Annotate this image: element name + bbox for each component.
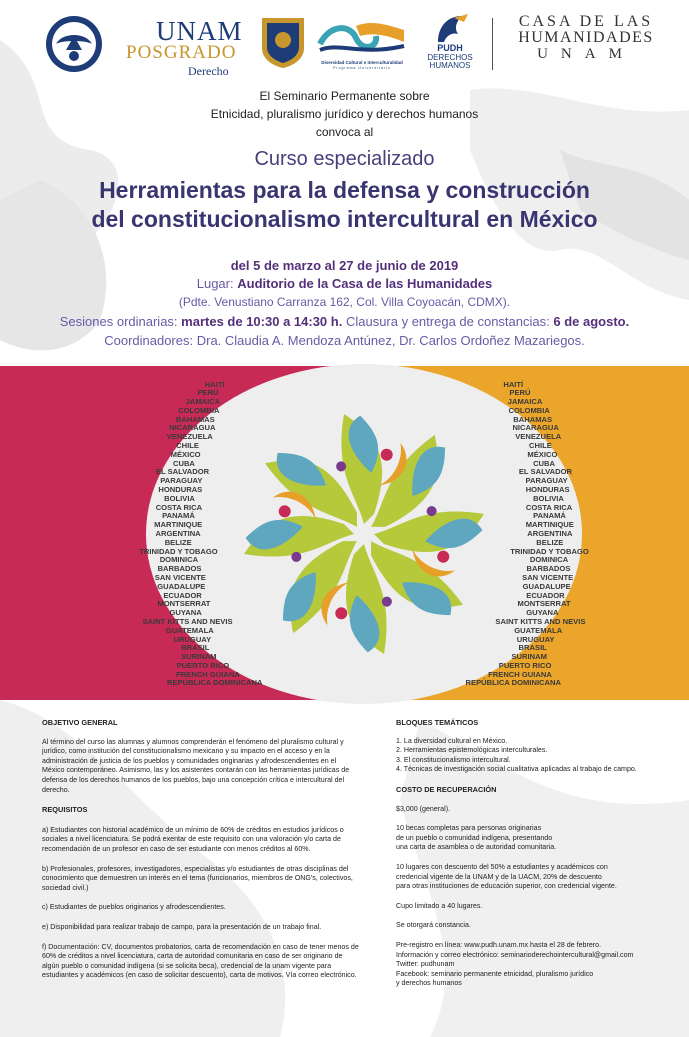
country-label: HONDURAS [158,485,203,495]
pudh-title: PUDH [437,43,463,53]
course-title-line2: del constitucionalismo intercultural en México [91,206,598,232]
country-label: GUATEMALA [165,625,214,635]
descuento-line: credencial vigente de la UNAM y de la UACM, 20% de descuento [396,872,602,881]
pudh-logo [424,14,476,76]
country-label: FRENCH GUIANA [488,669,552,679]
country-label: PANAMÁ [162,511,195,521]
preregistro-link[interactable]: Pre-registro en línea: www.pudh.unam.mx hasta el 28 de febrero. [396,940,602,949]
intro-line2: Etnicidad, pluralismo jurídico y derechos humanos [210,107,479,121]
email-link[interactable]: Información y correo electrónico: seminarioderechointercultural@gmail.com [396,950,634,959]
country-label: BAHAMAS [175,414,215,424]
intro-line3: convoca al [315,125,374,139]
country-label: DOMINICA [159,555,199,565]
course-address: (Pdte. Venustiano Carranza 162, Col. Villa Coyoacán, CDMX). [178,295,511,309]
country-label: URUGUAY [173,634,212,644]
country-label: COSTA RICA [525,502,573,512]
country-label: HAITÍ [204,379,225,389]
country-label: BARBADOS [526,564,571,574]
posgrado-word: POSGRADO [126,42,237,63]
becas-line: de un pueblo o comunidad indígena, presentando [396,833,553,842]
objetivo-text: Al término del curso las alumnas y alumnos comprenderán el fenómeno del pluralismo cultural y jurídico, como institución del constitucionalismo mexicano y su impacto en el acceso y en la administración de justicia de los pueblos y comunidades originarias y afrodescendientes en el México contemporáneo. Asimismo, las y los asistentes contarán con las herramientas jurídicas de defensa de los derechos humanos de los pueblos, bajo una concepción crítica e intercultural del derecho. [42,737,350,794]
costo-heading: COSTO DE RECUPERACIÓN [396,784,497,794]
course-sessions [0,314,689,329]
left-column [42,718,360,981]
requisito-e: e) Disponibilidad para realizar trabajo de campo, para la presentación de un trabajo final. [42,922,322,931]
country-label: SAN VICENTE [154,572,206,582]
country-label: SURINAM [511,652,547,662]
diversidad-sub: Programa Universitario [333,66,391,70]
dates-text: del 5 de marzo al 27 de junio de 2019 [230,258,459,273]
facebook-link-cont: y derechos humanos [396,979,462,988]
country-label: SAINT KITTS AND NEVIS [495,616,586,626]
sessions-label: Sesiones ordinarias: [59,314,178,329]
country-label: BAHAMAS [513,414,553,424]
casa-line2: HUMANIDADES [518,29,654,46]
bloques-heading: BLOQUES TEMÁTICOS [396,718,479,727]
descuento-line: para otras instituciones de educación superior, con credencial vigente. [396,882,617,891]
becas-line: una carta de asamblea o de autoridad comunitaria. [396,843,557,852]
country-label: MONTSERRAT [517,599,571,609]
country-label: PARAGUAY [160,476,203,486]
venue-text: Auditorio de la Casa de las Humanidades [237,276,493,291]
posgrado-unam-text: UNAM [156,16,243,46]
country-label: SAINT KITTS AND NEVIS [142,616,233,626]
country-label: JAMAICA [507,397,543,407]
country-label: PARAGUAY [525,476,568,486]
requisito-b: b) Profesionales, profesores, investigadores, especialistas y/o estudiantes de otras disciplinas del conocimiento que demuestren un interés en el tema (funcionarios, miembros de ONG's, colectivos, sociedad civil.) [42,864,353,892]
country-label: NICARAGUA [512,423,559,433]
country-label: GUYANA [526,608,559,618]
country-label: CUBA [172,458,195,468]
intro-line1: El Seminario Permanente sobre [259,89,430,103]
diversidad-waves-icon [316,18,408,58]
country-label: MÉXICO [170,449,201,459]
country-label: BELIZE [536,537,564,547]
posgrado-sub: Derecho [188,64,229,78]
requisito-f: f) Documentación: CV, documentos probatorios, carta de recomendación en caso de tener menos de 60% de créditos a nivel licenciatura, carta de autoridad comunitaria en caso de ser originario de algún pueblo o comunidad indígena (si se solicita beca), credencial de la unam vigente para estudiantes y académicos (en caso de solicitar descuento), carta de motivos. Vía correo electrónico. [42,942,359,980]
closing-date: 6 de agosto. [553,314,630,329]
costo-general: $3,000 (general). [396,804,451,813]
country-label: SURINAM [181,652,217,662]
casa-line1: CASA DE LAS [518,13,654,30]
country-label: SAN VICENTE [522,572,574,582]
pudh-bird-icon [424,14,476,44]
bloque-item: 1. La diversidad cultural en México. [396,736,508,745]
requisito-a: a) Estudiantes con historial académico de un mínimo de 60% de créditos en estudios jurídicos o sociales a nivel licenciatura. Se podrá exentar de este requisito con una valoración y/o carta de recomendación de un profesor en caso de ser estudiante con menos créditos al 60%. [42,825,344,853]
becas-text [396,824,686,853]
coordinators-label: Coordinadores: [104,333,194,348]
country-label: HONDURAS [525,485,570,495]
pudh-sub-line2: HUMANOS [429,61,471,70]
country-label: COLOMBIA [508,405,550,415]
country-label: GUATEMALA [514,625,563,635]
right-column [396,718,686,989]
country-label: VENEZUELA [515,432,562,442]
bloque-item: 3. El constitucionalismo intercultural. [396,755,511,764]
country-label: BARBADOS [157,564,202,574]
country-label: PANAMÁ [533,511,566,521]
country-label: PERÚ [197,388,219,398]
country-label: DOMINICA [529,555,569,565]
descuento-line: 10 lugares con descuento del 50% a estudiantes y académicos con [396,862,608,871]
country-label: JAMAICA [185,397,221,407]
casa-humanidades-logo [500,14,672,62]
country-label: PUERTO RICO [176,660,230,670]
country-label: MARTINIQUE [154,520,203,530]
country-label: PUERTO RICO [498,660,552,670]
country-label: TRINIDAD Y TOBAGO [139,546,218,556]
header-divider [492,18,493,70]
country-label: CUBA [533,458,555,468]
venue-label: Lugar: [196,276,234,291]
country-label: COSTA RICA [155,502,203,512]
course-type: Curso especializado [254,148,435,170]
country-label: BOLIVIA [164,493,195,503]
country-label: REPÚBLICA DOMINICANA [465,678,561,688]
bloque-item: 2. Herramientas epistemológicas interculturales. [396,746,548,755]
country-label: COLOMBIA [178,405,220,415]
country-label: ECUADOR [526,590,565,600]
requisitos-heading: REQUISITOS [42,805,88,815]
derecho-seal-logo [256,14,310,70]
pudh-sub [424,54,476,70]
becas-line: 10 becas completas para personas originarias [396,824,542,833]
country-label: EL SALVADOR [155,467,210,477]
country-label: EL SALVADOR [518,467,573,477]
country-label: VENEZUELA [166,432,213,442]
constancia-text: Se otorgará constancia. [396,921,471,930]
country-label: REPÚBLICA DOMINICANA [166,678,263,688]
objetivo-heading: OBJETIVO GENERAL [42,718,118,727]
sessions-time: martes de 10:30 a 14:30 h. [181,314,343,329]
bloques-list [396,737,686,775]
country-label: ECUADOR [163,590,202,600]
country-label: FRENCH GUIANA [176,669,240,679]
bloque-item: 4. Técnicas de investigación social cualitativa aplicadas al trabajo de campo. [396,765,637,774]
country-label: TRINIDAD Y TOBAGO [510,546,589,556]
course-venue [0,276,689,291]
country-label: GUADALUPE [157,581,206,591]
country-label: MÉXICO [527,449,558,459]
country-label: ARGENTINA [155,529,201,538]
country-label: MARTINIQUE [525,520,574,530]
country-label: MONTSERRAT [157,599,211,609]
course-dates [0,258,689,273]
country-label: NICARAGUA [169,423,216,433]
requisito-c: c) Estudiantes de pueblos originarios y afrodescendientes. [42,903,226,912]
country-label: ARGENTINA [527,529,573,538]
casa-line3: UNAM [537,46,635,62]
contact-info [396,941,686,989]
country-label: PERÚ [509,388,531,398]
facebook-link[interactable]: Facebook: seminario permanente etnicidad, pluralismo jurídico [396,969,594,978]
twitter-link[interactable]: Twitter: pudhunam [396,960,455,969]
descuento-text [396,863,686,892]
diversidad-title: Diversidad Cultural e Interculturalidad [321,60,403,65]
country-label: BELIZE [164,537,192,547]
closing-label: Clausura y entrega de constancias: [345,314,550,329]
coordinators-text: Dra. Claudia A. Mendoza Antúnez, Dr. Carlos Ordoñez Mazariegos. [196,333,585,348]
country-label: CHILE [529,441,552,451]
diversidad-cultural-logo [316,18,408,76]
posgrado-derecho-logo [126,16,248,80]
country-label: CHILE [176,441,199,451]
country-label: HAITÍ [503,379,524,389]
pudh-sub-line1: DERECHOS [427,53,473,62]
country-label: URUGUAY [516,634,555,644]
country-label: GUADALUPE [522,581,571,591]
country-label: BOLIVIA [533,493,564,503]
cupo-text: Cupo limitado a 40 lugares. [396,901,483,910]
country-label: BRASIL [181,643,210,653]
course-coordinators [0,333,689,348]
country-label: GUYANA [169,608,202,618]
course-title-line1: Herramientas para la defensa y construcción [99,177,590,203]
country-label: BRASIL [518,643,547,653]
unam-seal-logo [44,14,104,74]
course-title [0,176,689,234]
